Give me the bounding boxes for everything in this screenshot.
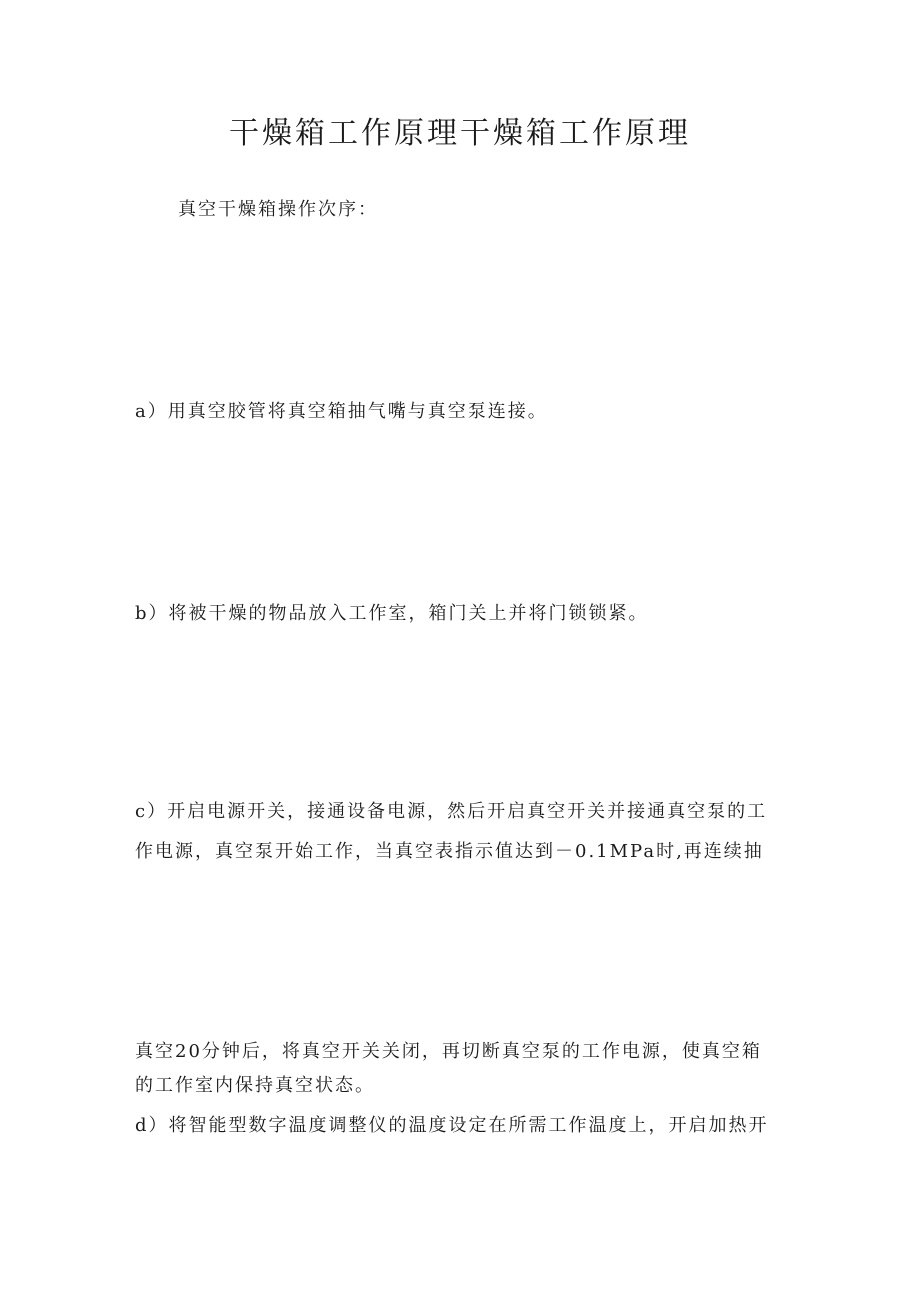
procedure-heading: 真空干燥箱操作次序： (178, 199, 378, 220)
step-c-line-2: 作电源，真空泵开始工作，当真空表指示值达到－0.1MPa时,再连续抽 (135, 841, 764, 862)
document-title: 干燥箱工作原理干燥箱工作原理 (229, 116, 691, 151)
step-c-line-4: 的工作室内保持真空状态。 (135, 1075, 375, 1096)
step-a-text: a）用真空胶管将真空箱抽气嘴与真空泵连接。 (135, 401, 548, 422)
step-d-line-1: d）将智能型数字温度调整仪的温度设定在所需工作温度上，开启加热开 (135, 1115, 769, 1136)
step-b-text: b）将被干燥的物品放入工作室，箱门关上并将门锁锁紧。 (135, 603, 649, 624)
step-c-line-1: c）开启电源开关，接通设备电源，然后开启真空开关并接通真空泵的工 (135, 801, 768, 822)
step-c-line-3: 真空20分钟后，将真空开关关闭，再切断真空泵的工作电源，使真空箱 (135, 1041, 762, 1062)
